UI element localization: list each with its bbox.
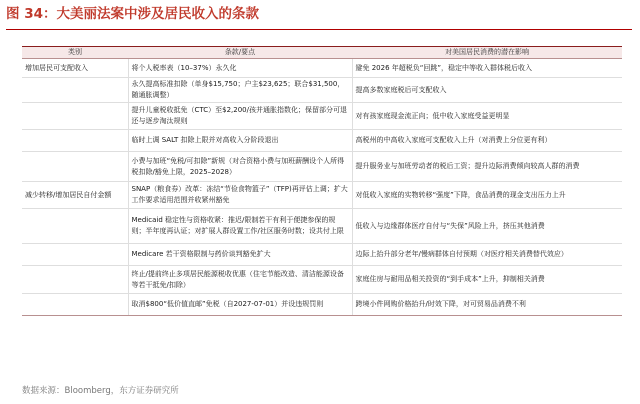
item-cell: 取消$800“低价值直邮”免税（自2027-07-01）并设违规罚则 — [128, 294, 352, 316]
header-item: 条款/要点 — [128, 47, 352, 59]
item-cell: 终止/提前终止多项居民能源税收优惠（住宅节能改造、清洁能源设备等若干抵免/扣除） — [128, 266, 352, 294]
impact-cell: 跨境小件网购价格抬升/时效下降，对可贸易品消费不利 — [352, 294, 622, 316]
table-row — [22, 130, 622, 152]
table-row — [22, 59, 622, 78]
table-row — [22, 244, 622, 266]
title-divider — [6, 29, 632, 30]
item-cell: 小费与加班“免税/可扣除”新规（对合资格小费与加班薪酬设个人所得税扣除/豁免上限，2025–2028） — [128, 152, 352, 182]
impact-cell: 高税州的中高收入家庭可支配收入上升（对消费上分位更有利） — [352, 130, 622, 152]
policy-table — [22, 46, 622, 316]
table-row — [22, 152, 622, 182]
category-cell-empty — [22, 152, 128, 182]
category-cell: 减少转移/增加居民自付金额 — [22, 182, 128, 209]
category-cell-empty — [22, 209, 128, 244]
header-category: 类别 — [22, 47, 128, 59]
source-note: 数据来源：Bloomberg，东方证券研究所 — [22, 386, 179, 396]
table-row — [22, 209, 622, 244]
figure-title: 图 34：大美丽法案中涉及居民收入的条款 — [6, 6, 259, 22]
item-cell: 临时上调 SALT 扣除上限并对高收入分阶段退出 — [128, 130, 352, 152]
table-row — [22, 103, 622, 130]
item-cell: SNAP（粮食券）改革：冻结“节俭食物篮子”（TFP)再评估上调；扩大工作要求适用范围并收紧州豁免 — [128, 182, 352, 209]
category-cell-empty — [22, 244, 128, 266]
item-cell: 提升儿童税收抵免（CTC）至$2,200/孩并通胀指数化；保留部分可退还与逐步淘汰规则 — [128, 103, 352, 130]
impact-cell: 提高多数家庭税后可支配收入 — [352, 78, 622, 103]
impact-cell: 边际上抬升部分老年/慢病群体自付预期（对医疗相关消费替代效应） — [352, 244, 622, 266]
category-cell-empty — [22, 78, 128, 103]
impact-cell: 提升服务业与加班劳动者的税后工资；提升边际消费倾向较高人群的消费 — [352, 152, 622, 182]
impact-cell: 对有孩家庭现金流正向；低中收入家庭受益更明显 — [352, 103, 622, 130]
item-cell: 将个人税率表（10–37%）永久化 — [128, 59, 352, 78]
category-cell-empty — [22, 130, 128, 152]
category-cell: 增加居民可支配收入 — [22, 59, 128, 78]
impact-cell: 低收入与边缘群体医疗自付与“失保”风险上升，挤压其他消费 — [352, 209, 622, 244]
category-cell-empty — [22, 103, 128, 130]
table-header-row — [22, 47, 622, 59]
impact-cell: 对低收入家庭的实物转移“强度”下降，食品消费的现金支出压力上升 — [352, 182, 622, 209]
item-cell: Medicare 若干资格限制与药价谈判豁免扩大 — [128, 244, 352, 266]
table-row — [22, 294, 622, 316]
table-row — [22, 266, 622, 294]
impact-cell: 避免 2026 年超税负“回跳”，稳定中等收入群体税后收入 — [352, 59, 622, 78]
table-row — [22, 182, 622, 209]
category-cell-empty — [22, 266, 128, 294]
header-impact: 对美国居民消费的潜在影响 — [352, 47, 622, 59]
impact-cell: 家庭住房与耐用品相关投资的“到手成本”上升，抑制相关消费 — [352, 266, 622, 294]
category-cell-empty — [22, 294, 128, 316]
item-cell: Medicaid 稳定性与资格收紧：推迟/限制若干有利于便捷参保的规则；半年度再认证；对扩展人群设置工作/社区服务时数；设共付上限 — [128, 209, 352, 244]
table-row — [22, 78, 622, 103]
item-cell: 永久提高标准扣除（单身$15,750；户主$23,625；联合$31,500，随通胀调整） — [128, 78, 352, 103]
